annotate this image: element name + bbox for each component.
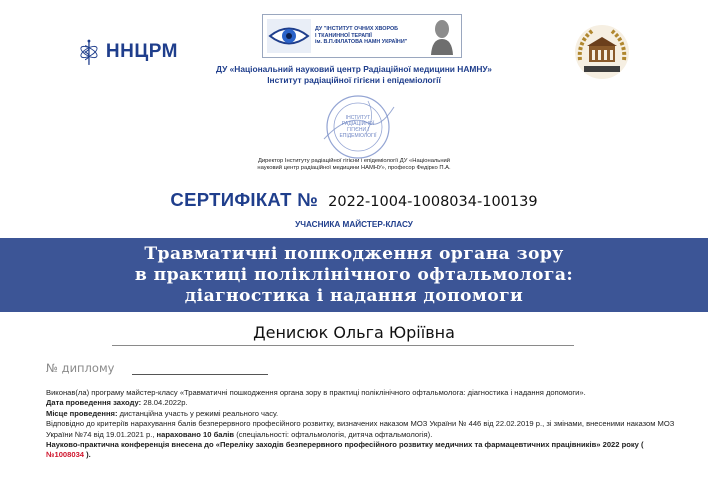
- recipient-name: Денисюк Ольга Юріївна: [253, 323, 455, 342]
- certificate-label: СЕРТИФІКАТ №: [170, 189, 319, 210]
- stamp-text-line: ЕПІДЕМІОЛОГІЇ: [339, 133, 377, 139]
- director-signature-caption: Директор Інституту радіаційної гігієни і епідеміології ДУ «Національний науковий центр радіаційної медицини НАМНУ», професор Федірко П.А.: [257, 158, 451, 172]
- nncrm-wordmark: ННЦРМ: [105, 41, 178, 62]
- conference-listing: Науково-практична конференція внесена до «Переліку заходів безперервного професійного розвитку медичних та фармацевтичних працівників» 2022 року ( №1008034 ).: [46, 440, 644, 460]
- eye-logo-icon: [267, 19, 311, 53]
- filatov-institute-name: ДУ "ІНСТИТУТ ОЧНИХ ХВОРОБ І ТКАНИННОЇ ТЕРАПІЇ ім. В.П.ФІЛАТОВА НАМН УКРАЇНИ": [315, 26, 408, 46]
- conference-number: №1008034: [46, 450, 85, 460]
- participant-label: УЧАСНИКА МАЙСТЕР-КЛАСУ: [295, 220, 413, 229]
- certificate-number-row: [0, 189, 708, 211]
- institute-name: Інститут радіаційної гігієни і епідеміології: [267, 75, 441, 85]
- stamp-text-line: ІНСТИТУТ: [345, 115, 371, 121]
- stamp-text-line: ГІГІЄНИ І: [347, 127, 369, 133]
- course-title-line: в практиці поліклінічного офтальмолога:: [134, 264, 574, 285]
- event-date: Дата проведення заходу: 28.04.2022р.: [46, 398, 188, 408]
- filatov-institute-logo: [262, 14, 462, 58]
- course-title-band: [0, 238, 708, 312]
- course-title-line: діагностика і надання допомоги: [184, 285, 524, 306]
- portrait-bust-icon: [429, 17, 455, 55]
- organization-name: ДУ «Національний науковий центр Радіаційної медицини НАМНУ»: [216, 64, 492, 74]
- course-title-line: Травматичні пошкодження органа зору: [144, 243, 564, 264]
- cpd-criteria: Відповідно до критеріїв нарахування балів безперервного професійного розвитку, визначених наказом МОЗ України № 446 від 22.02.2019 р., зі змінами, внесеними наказом МОЗ України №74 від 19.01.2021 р., нараховано 10 балів (спеціальності: офтальмологія, дитяча офтальмологія).: [46, 419, 675, 439]
- completion-statement: Виконав(ла) програму майстер-класу «Травматичні пошкодження органа зору в практиці поліклінічного офтальмолога: діагностика і надання допомоги».: [46, 388, 586, 397]
- official-stamp-icon: [318, 93, 398, 161]
- event-place: Місце проведення: дистанційна участь у режимі реального часу.: [46, 408, 279, 418]
- name-underline: [112, 345, 574, 346]
- diploma-number-label: № диплому: [46, 361, 115, 375]
- stamp-text-line: РАДІАЦІЙНОЇ: [341, 121, 375, 127]
- diploma-number-underline: [132, 374, 268, 375]
- certificate-number: 2022-1004-1008034-100139: [328, 194, 538, 210]
- certificate-details: [46, 388, 676, 461]
